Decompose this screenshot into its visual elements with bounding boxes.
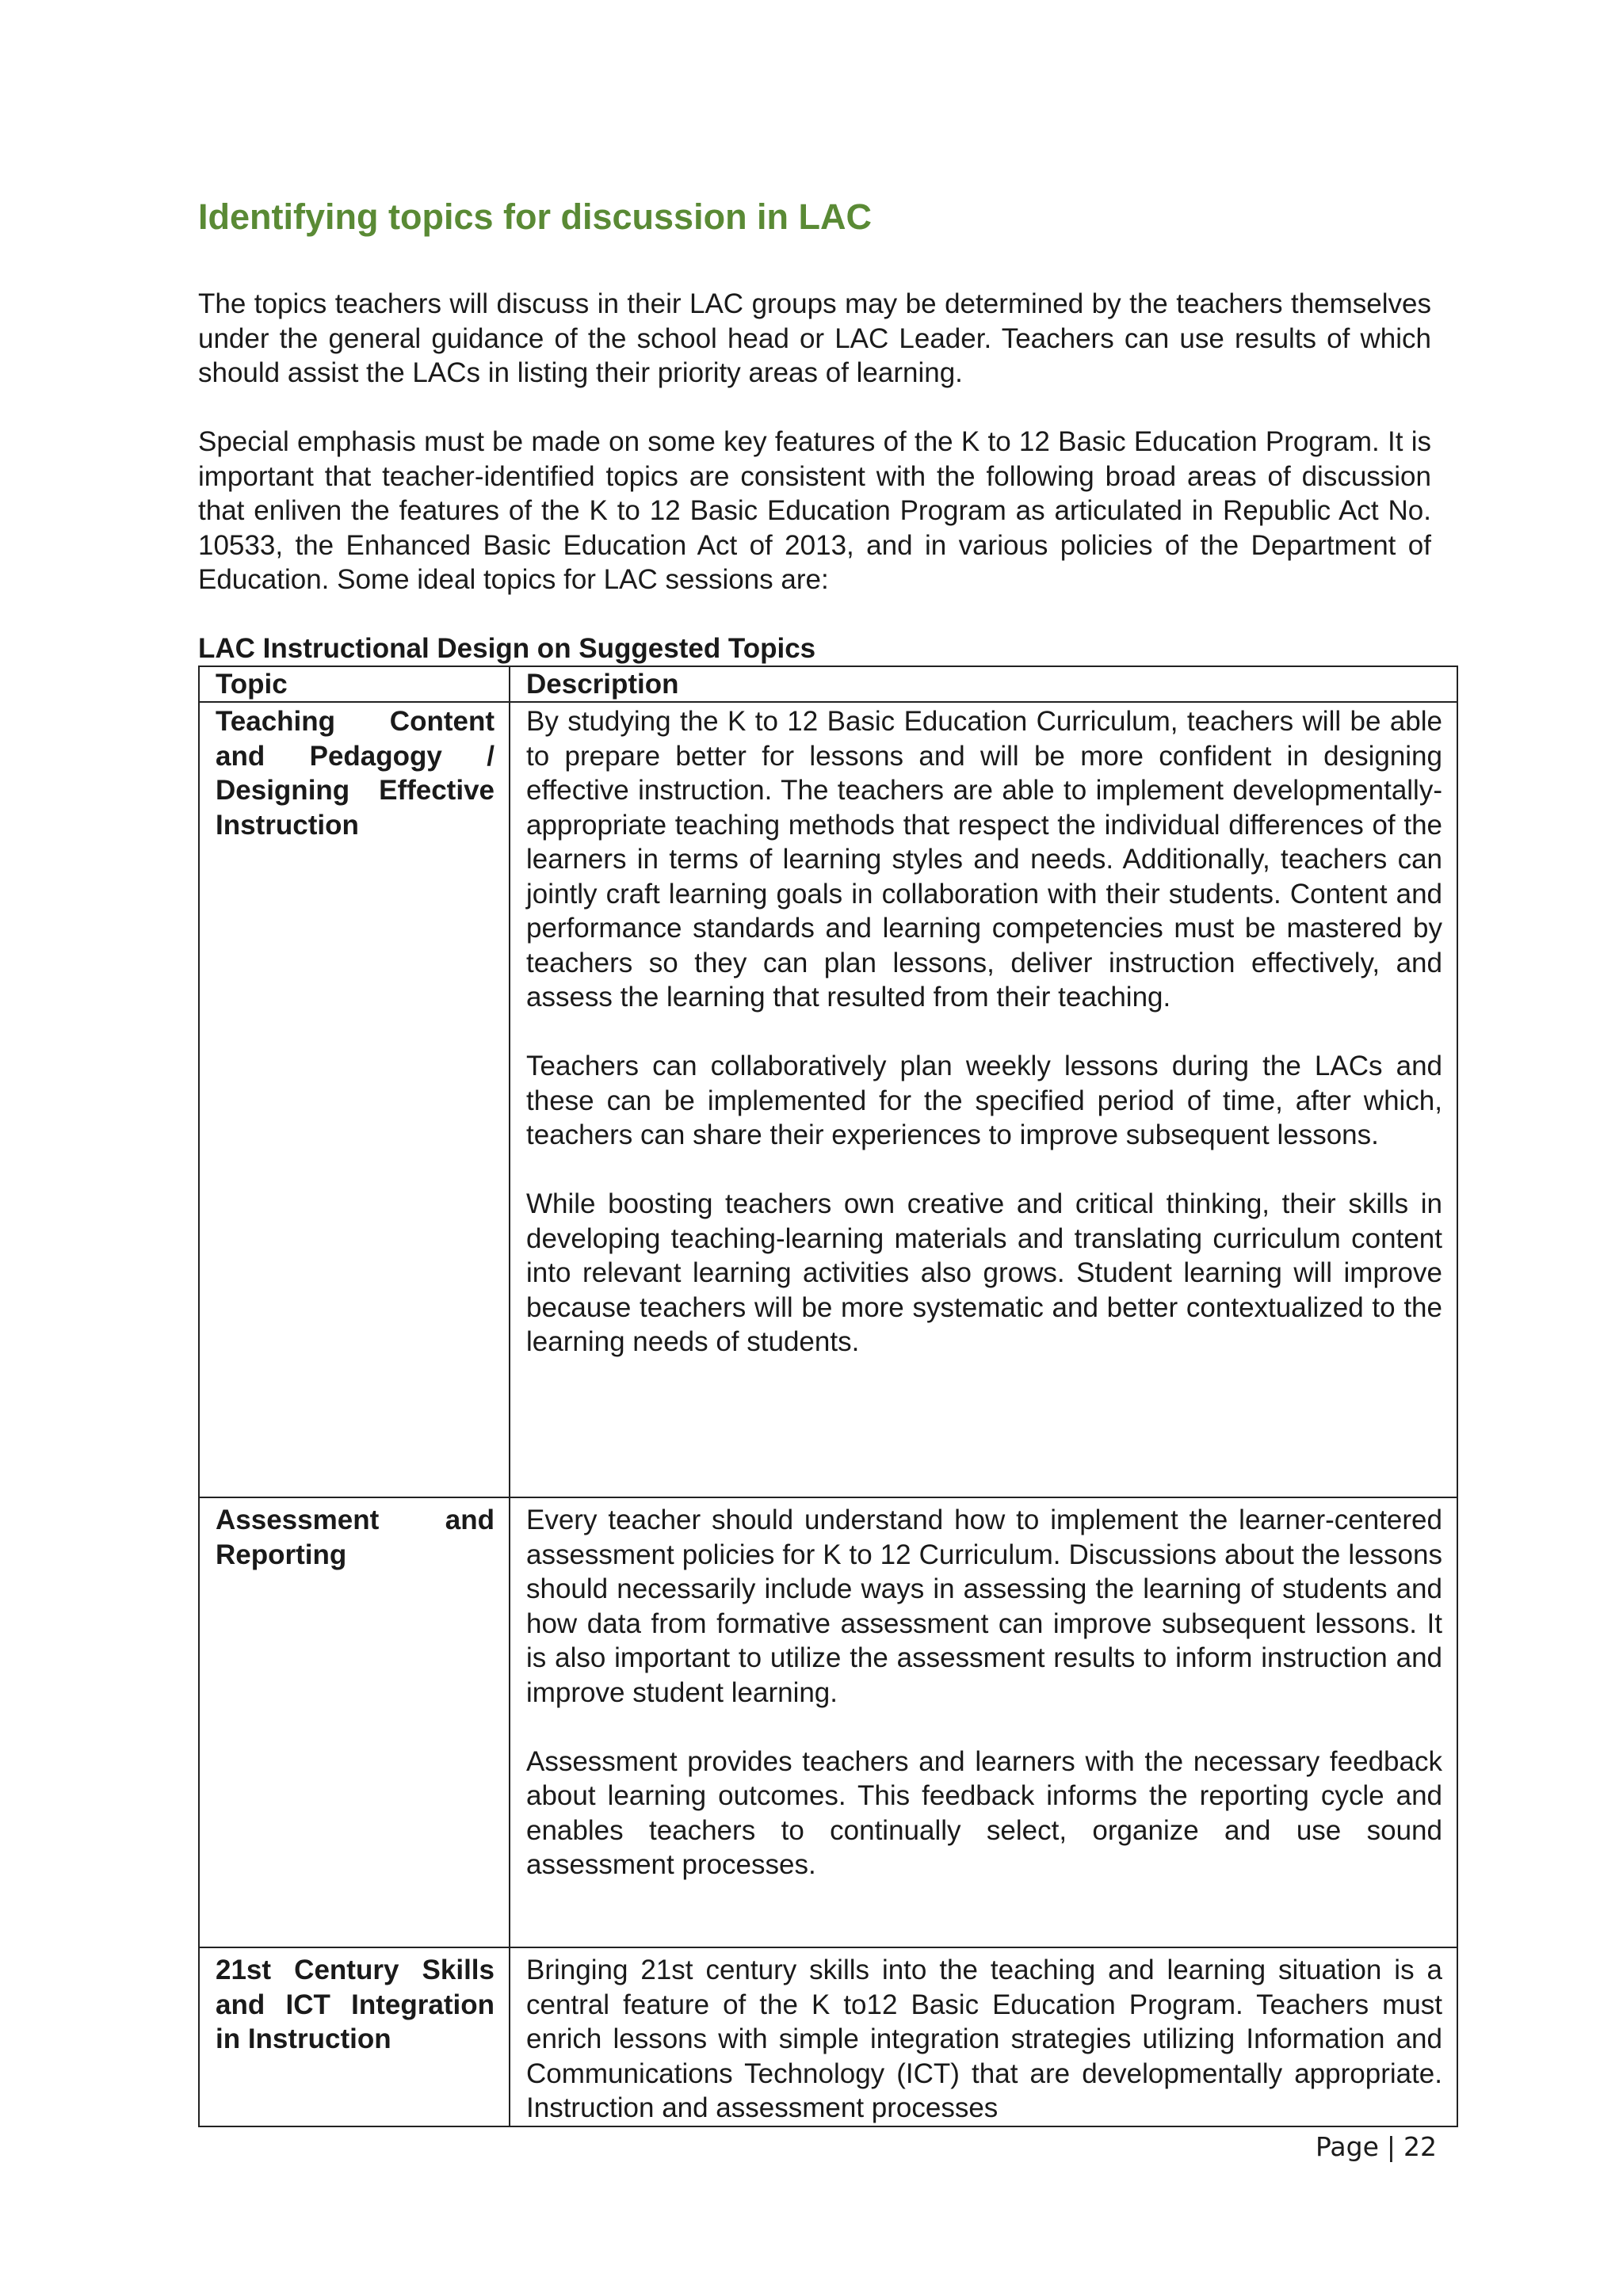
description-cell <box>510 1497 1457 1947</box>
emphasis-paragraph: Special emphasis must be made on some key features of the K to 12 Basic Education Program. It is important that teacher-identified topics are consistent with the following broad areas of discussion that enliven the features of the K to 12 Basic Education Program as articulated in Republic Act No. 10533, the Enhanced Basic Education Act of 2013, and in various policies of the Department of Education. Some ideal topics for LAC sessions are: <box>198 426 1431 595</box>
table-row <box>199 1497 1457 1947</box>
page-separator: | <box>1386 2131 1396 2162</box>
topic-cell: 21st Century Skills and ICT Integration in Instruction <box>199 1947 510 2126</box>
table-caption: LAC Instructional Design on Suggested Topics <box>198 633 816 664</box>
description-paragraph: Assessment provides teachers and learners with the necessary feedback about learning outcomes. This feedback informs the reporting cycle and enables teachers to continually select, organize and use sound assessment processes. <box>526 1745 1442 1880</box>
description-paragraph: Every teacher should understand how to implement the learner-centered assessment policies for K to 12 Curriculum. Discussions about the lessons should necessarily include ways in assessing the learning of students and how data from formative assessment can improve subsequent lessons. It is also important to utilize the assessment results to inform instruction and improve student learning. <box>526 1505 1442 1708</box>
page-footer <box>1316 2131 1437 2163</box>
table-header-row <box>199 666 1457 702</box>
description-column-header: Description <box>510 666 1457 702</box>
page-title: Identifying topics for discussion in LAC <box>198 196 873 237</box>
description-cell <box>510 1947 1457 2126</box>
description-paragraph: While boosting teachers own creative and critical thinking, their skills in developing teaching-learning materials and translating curriculum content into relevant learning activities also grows. Student learning will improve because teachers will be more systematic and better contextualized to the learning needs of students. <box>526 1188 1442 1357</box>
table-row <box>199 1947 1457 2126</box>
description-cell <box>510 702 1457 1497</box>
topic-column-header: Topic <box>199 666 510 702</box>
description-paragraph: Bringing 21st century skills into the teaching and learning situation is a central feature of the K to12 Basic Education Program. Teachers must enrich lessons with simple integration strategies utilizing Information and Communications Technology (ICT) that are developmentally appropriate. Instruction and assessment processes <box>526 1955 1442 2123</box>
topic-cell: Assessment and Reporting <box>199 1497 510 1947</box>
table-row <box>199 702 1457 1497</box>
description-paragraph: By studying the K to 12 Basic Education Curriculum, teachers will be able to prepare better for lessons and will be more confident in designing effective instruction. The teachers are able to implement developmentally-appropriate teaching methods that respect the individual differences of the learners in terms of learning styles and needs. Additionally, teachers can jointly craft learning goals in collaboration with their students. Content and performance standards and learning competencies must be mastered by teachers so they can plan lessons, deliver instruction effectively, and assess the learning that resulted from their teaching. <box>526 706 1442 1013</box>
description-paragraph: Teachers can collaboratively plan weekly lessons during the LACs and these can be implemented for the specified period of time, after which, teachers can share their experiences to improve subsequent lessons. <box>526 1051 1442 1150</box>
topics-table <box>198 666 1458 2127</box>
page-label: Page <box>1316 2131 1379 2162</box>
intro-paragraph: The topics teachers will discuss in their LAC groups may be determined by the teachers themselves under the general guidance of the school head or LAC Leader. Teachers can use results of which should assist the LACs in listing their priority areas of learning. <box>198 288 1431 388</box>
page-number: 22 <box>1403 2131 1438 2162</box>
topic-cell: Teaching Content and Pedagogy / Designing Effective Instruction <box>199 702 510 1497</box>
